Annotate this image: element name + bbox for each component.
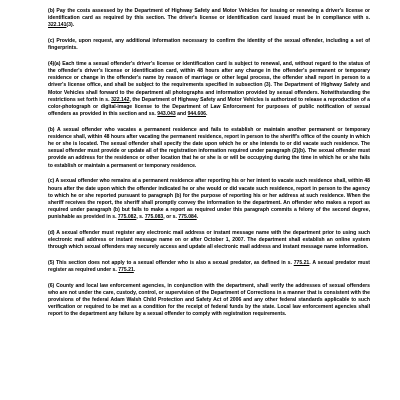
statute-reference-link[interactable]: 775.21 <box>293 259 310 266</box>
paragraph-text: (4)(a) Each time a sexual offender's driver's license or identification card is subject to renewal, and, without regard to the status of the offender's driver's license or identification card, within 48 hours after any change in the offender's permanent or temporary residence or change in the offender's name by reason of marriage or other legal process, the offender shall report in person to a driver's license office, and shall be subject to the requirements specified in subsection (3). The Department of Highway Safety and Motor Vehicles shall forward to the department all photographs and information provided by sexual offenders. Notwithstanding the restrictions set forth in s. <box>48 60 370 103</box>
statute-reference-link[interactable]: 943.043 <box>157 111 176 118</box>
statute-paragraph <box>48 8 370 29</box>
paragraph-text: (c) Provide, upon request, any additional information necessary to confirm the identity of the sexual offender, including a set of fingerprints. <box>48 38 370 52</box>
paragraph-text: . <box>206 111 208 118</box>
statute-reference-link[interactable]: 775.082 <box>117 214 137 221</box>
statute-paragraph <box>48 61 370 118</box>
statute-paragraph <box>48 230 370 251</box>
statute-paragraph <box>48 260 370 274</box>
statute-reference-link[interactable]: 322.142 <box>111 96 130 103</box>
statute-reference-link[interactable]: 775.21 <box>118 267 134 274</box>
paragraph-text: (d) A sexual offender must register any electronic mail address or instant message name with the department prior to using such electronic mail address or instant message name on or after October 1, 2007. The department shall establish an online system through which sexual offenders may securely access and update all electronic mail address and instant message name information. <box>48 229 370 251</box>
statute-paragraph <box>48 178 370 221</box>
statute-reference-link[interactable]: 775.083 <box>144 214 164 221</box>
paragraph-text: and <box>175 111 188 118</box>
paragraph-text: , s. <box>136 214 145 221</box>
paragraph-text: (6) County and local law enforcement agencies, in conjunction with the department, shall verify the addresses of sexual offenders who are not under the care, custody, control, or supervision of the Department of Corrections in a manner that is consistent with the provisions of the federal Adam Walsh Child Protection and Safety Act of 2006 and any other federal standards applicable to such verification or required to be met as a condition for the receipt of federal funds by the state. Local law enforcement agencies shall report to the department any failure by a sexual offender to comply with registration requirements. <box>48 282 370 318</box>
paragraph-text: (b) A sexual offender who vacates a permanent residence and fails to establish or maintain another permanent or temporary residence shall, within 48 hours after vacating the permanent residence, report in person to the sheriff's office of the county in which he or she is located. The sexual offender shall specify the date upon which he or she intends to or did vacate such residence. The sexual offender must provide or update all of the registration information required under paragraph (2)(b). The sexual offender must provide an address for the residence or other location that he or she is or will be occupying during the time in which he or she fails to establish or maintain a permanent or temporary residence. <box>48 126 370 169</box>
statute-reference-link[interactable]: 322.141 <box>48 22 67 29</box>
paragraph-text: (c) A sexual offender who remains at a permanent residence after reporting his or her intent to vacate such residence shall, within 48 hours after the date upon which the offender indicated he or she would or did vacate such residence, report in person to the agency to which he or she reported pursuant to paragraph (b) for the purpose of reporting his or her address at such residence. When the sheriff receives the report, the sheriff shall promptly convey the information to the department. An offender who makes a report as required under paragraph (b) but fails to make a report as required under this paragraph commits a felony of the second degree, punishable as provided in s. <box>48 178 370 221</box>
paragraph-text: . <box>196 214 199 221</box>
paragraph-text: . <box>133 267 136 274</box>
statute-reference-link[interactable]: 775.084 <box>178 214 197 221</box>
statute-paragraph <box>48 38 370 52</box>
paragraph-text: , the Department of Highway Safety and Motor Vehicles is authorized to release a reproduction of a color-photograph or digital-image license to the Department of Law Enforcement for purposes of public notification of sexual offenders as provided in this section and ss. <box>48 96 370 118</box>
paragraph-text: . A sexual predator must register as required under s. <box>48 259 370 274</box>
statute-paragraph <box>48 127 370 170</box>
paragraph-text: (3). <box>66 22 75 29</box>
paragraph-text: (5) This section does not apply to a sexual offender who is also a sexual predator, as defined in s. <box>48 259 294 266</box>
statute-paragraph <box>48 283 370 319</box>
paragraph-text: (b) Pay the costs assessed by the Department of Highway Safety and Motor Vehicles for issuing or renewing a driver's license or identification card as required by this section. The driver's license or identification card issued must be in compliance with s. <box>48 8 370 22</box>
paragraph-text: , or s. <box>163 214 179 221</box>
statute-reference-link[interactable]: 944.606 <box>187 111 206 118</box>
